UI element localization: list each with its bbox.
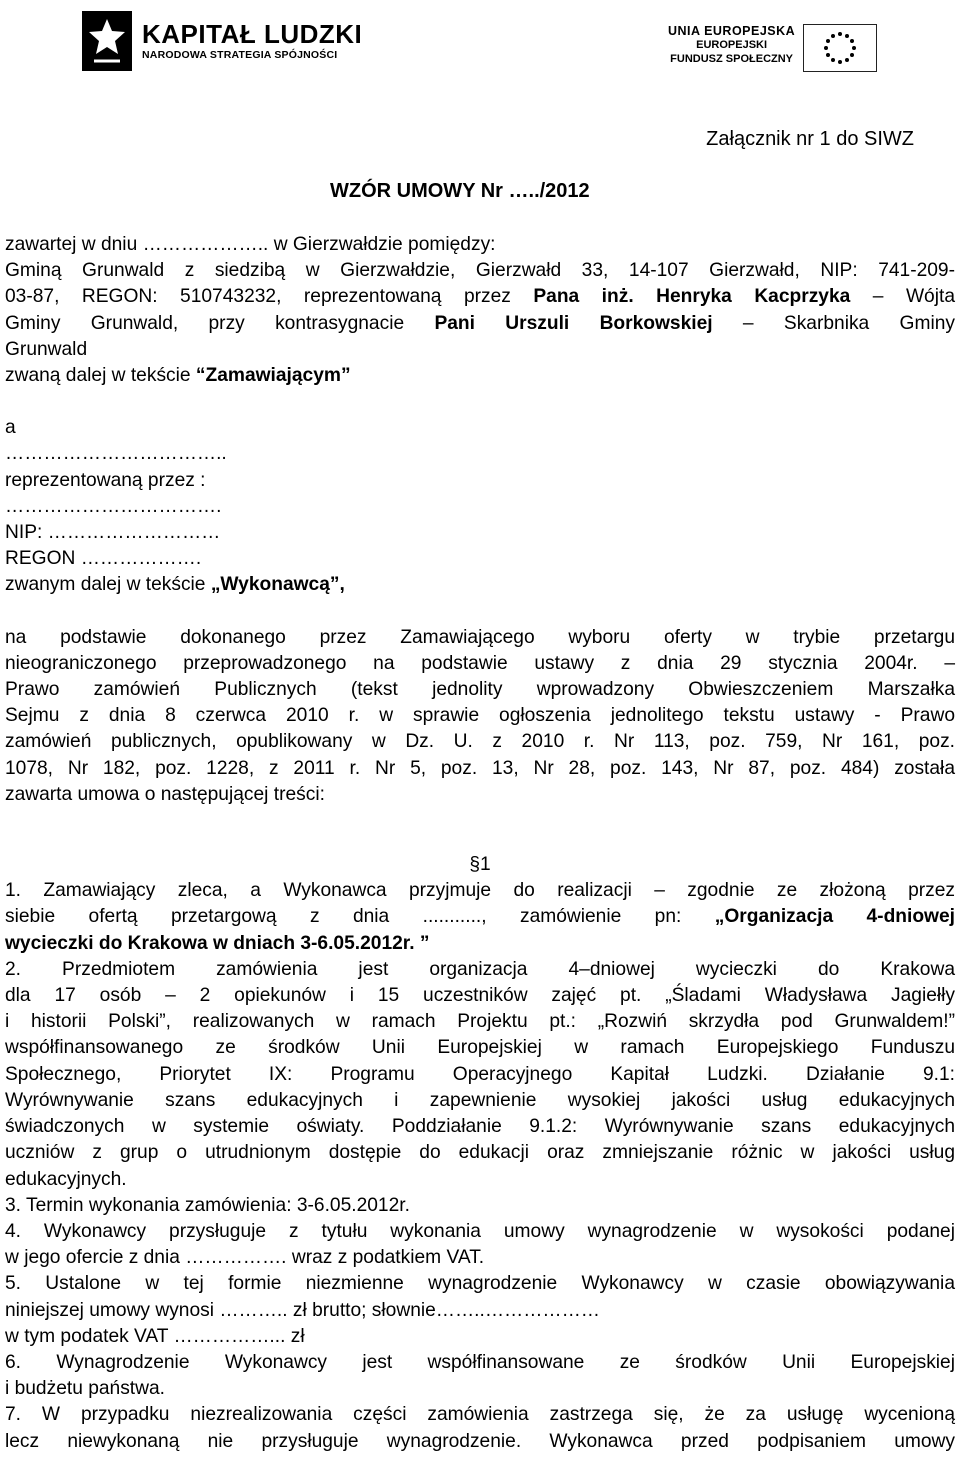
contractor-named: zwanym dalej w tekście „Wykonawcą”, <box>5 574 345 596</box>
point-2-line: świadczonych w systemie oświaty. Poddziałanie 9.1.2: Wyrównywanie szans edukacyjnych <box>5 1116 955 1138</box>
kapital-ludzki-logo <box>82 6 382 76</box>
contractor-nip: NIP: ……………………… <box>5 522 221 544</box>
point-1-line: wycieczki do Krakowa w dniach 3-6.05.2012r. ” <box>5 932 430 954</box>
point-2-line: edukacyjnych. <box>5 1168 127 1190</box>
point-2-line: 2. Przedmiotem zamówienia jest organizacja 4–dniowej wycieczki do Krakowa <box>5 958 955 980</box>
point-4-line: 4. Wykonawcy przysługuje z tytułu wykonania umowy wynagrodzenie w wysokości podanej <box>5 1220 955 1242</box>
contract-body <box>5 232 955 1455</box>
contractor-name-placeholder: …………………………….. <box>5 443 227 465</box>
contractor-a: a <box>5 417 16 439</box>
eu-logo-line1: UNIA EUROPEJSKA <box>668 24 796 38</box>
eu-logo-line2: EUROPEJSKI <box>696 39 768 51</box>
intro-line: zawartej w dniu ……………….. w Gierzwałdzie pomiędzy: <box>5 234 496 255</box>
point-5-line: 5. Ustalone w tej formie niezmienne wynagrodzenie Wykonawcy w czasie obowiązywania <box>5 1273 955 1295</box>
intro-line: Gminy Grunwald, przy kontrasygnacie Pani Urszuli Borkowskiej – Skarbnika Gminy <box>5 312 955 334</box>
point-2-line: współfinansowanego ze środków Unii Europejskiej w ramach Europejskiego Funduszu <box>5 1037 955 1059</box>
page-header <box>0 0 960 100</box>
contractor-rep-placeholder: ……………………………. <box>5 495 222 517</box>
basis-line: Prawo zamówień Publicznych (tekst jednolity wprowadzony Obwieszczeniem Marszałka <box>5 679 955 701</box>
intro-line: Grunwald <box>5 338 88 360</box>
point-7-line: 7. W przypadku niezrealizowania części zamówienia zastrzega się, że za usługę wycenioną <box>5 1404 955 1426</box>
point-5-line: niniejszej umowy wynosi ……….. zł brutto; słownie……..……………… <box>5 1299 600 1321</box>
point-6-line: 6. Wynagrodzenie Wykonawcy jest współfinansowane ze środków Unii Europejskiej <box>5 1351 955 1373</box>
eu-flag-icon <box>803 24 877 72</box>
eu-logo <box>668 24 928 74</box>
left-logo-name: KAPITAŁ LUDZKI <box>142 19 363 49</box>
basis-line: zamówień publicznych, opublikowany w Dz. U. z 2010 r. Nr 113, poz. 759, Nr 161, poz. <box>5 731 955 753</box>
contractor-rep-label: reprezentowaną przez : <box>5 469 206 491</box>
point-2-line: Społecznego, Priorytet IX: Programu Operacyjnego Kapitał Ludzki. Działanie 9.1: <box>5 1063 955 1085</box>
attachment-label: Załącznik nr 1 do SIWZ <box>706 128 914 150</box>
intro-line: Gminą Grunwald z siedzibą w Gierzwałdzie, Gierzwałd 33, 14-107 Gierzwałd, NIP: 741-209- <box>5 260 955 282</box>
point-6-line: i budżetu państwa. <box>5 1378 166 1400</box>
point-7-line: lecz niewykonaną nie przysługuje wynagrodzenie. Wykonawca przed podpisaniem umowy <box>5 1430 955 1452</box>
basis-line: na podstawie dokonanego przez Zamawiającego wyboru oferty w trybie przetargu <box>5 626 955 648</box>
basis-line: 1078, Nr 182, poz. 1228, z 2011 r. Nr 5, poz. 13, Nr 28, poz. 143, Nr 87, poz. 484) została <box>5 757 955 779</box>
point-3-line: 3. Termin wykonania zamówienia: 3-6.05.2012r. <box>5 1194 410 1216</box>
point-5-line: w tym podatek VAT ……………... zł <box>5 1325 305 1347</box>
contractor-regon: REGON ………………. <box>5 548 202 570</box>
point-1-line: siebie ofertą przetargową z dnia ..........., zamówienie pn: „Organizacja 4-dniowej <box>5 906 955 928</box>
point-2-line: i historii Polski”, realizowanych w ramach Projektu pt.: „Rozwiń skrzydła pod Grunwaldem!” <box>5 1011 955 1033</box>
document-title: WZÓR UMOWY Nr …../2012 <box>330 180 590 202</box>
section-heading: §1 <box>469 854 491 876</box>
basis-line: Sejmu z dnia 8 czerwca 2010 r. w sprawie ogłoszenia jednolitego tekstu ustawy - Prawo <box>5 705 955 727</box>
point-2-line: uczniów z grup o utrudnionym dostępie do edukacji oraz zmniejszanie różnic w jakości usług <box>5 1142 955 1164</box>
point-4-line: w jego ofercie z dnia ……………. wraz z podatkiem VAT. <box>5 1247 485 1269</box>
point-2-line: Wyrównywanie szans edukacyjnych i zapewnienie wysokiej jakości usług edukacyjnych <box>5 1089 955 1111</box>
intro-line: zwaną dalej w tekście “Zamawiającym” <box>5 365 351 387</box>
kapital-ludzki-emblem-icon <box>82 11 132 71</box>
basis-line: nieograniczonego przeprowadzonego na podstawie ustawy z dnia 29 stycznia 2004r. – <box>5 652 955 674</box>
basis-line: zawarta umowa o następującej treści: <box>5 783 325 805</box>
left-logo-subtitle: NARODOWA STRATEGIA SPÓJNOŚCI <box>142 49 338 61</box>
intro-line: 03-87, REGON: 510743232, reprezentowaną przez Pana inż. Henryka Kacprzyka – Wójta <box>5 286 955 308</box>
point-2-line: dla 17 osób – 2 opiekunów i 15 uczestników zajęć pt. „Śladami Władysława Jagiełły <box>5 985 955 1007</box>
point-1-line: 1. Zamawiający zleca, a Wykonawca przyjmuje do realizacji – zgodnie ze złożoną przez <box>5 880 955 902</box>
eu-logo-line3: FUNDUSZ SPOŁECZNY <box>670 53 794 65</box>
